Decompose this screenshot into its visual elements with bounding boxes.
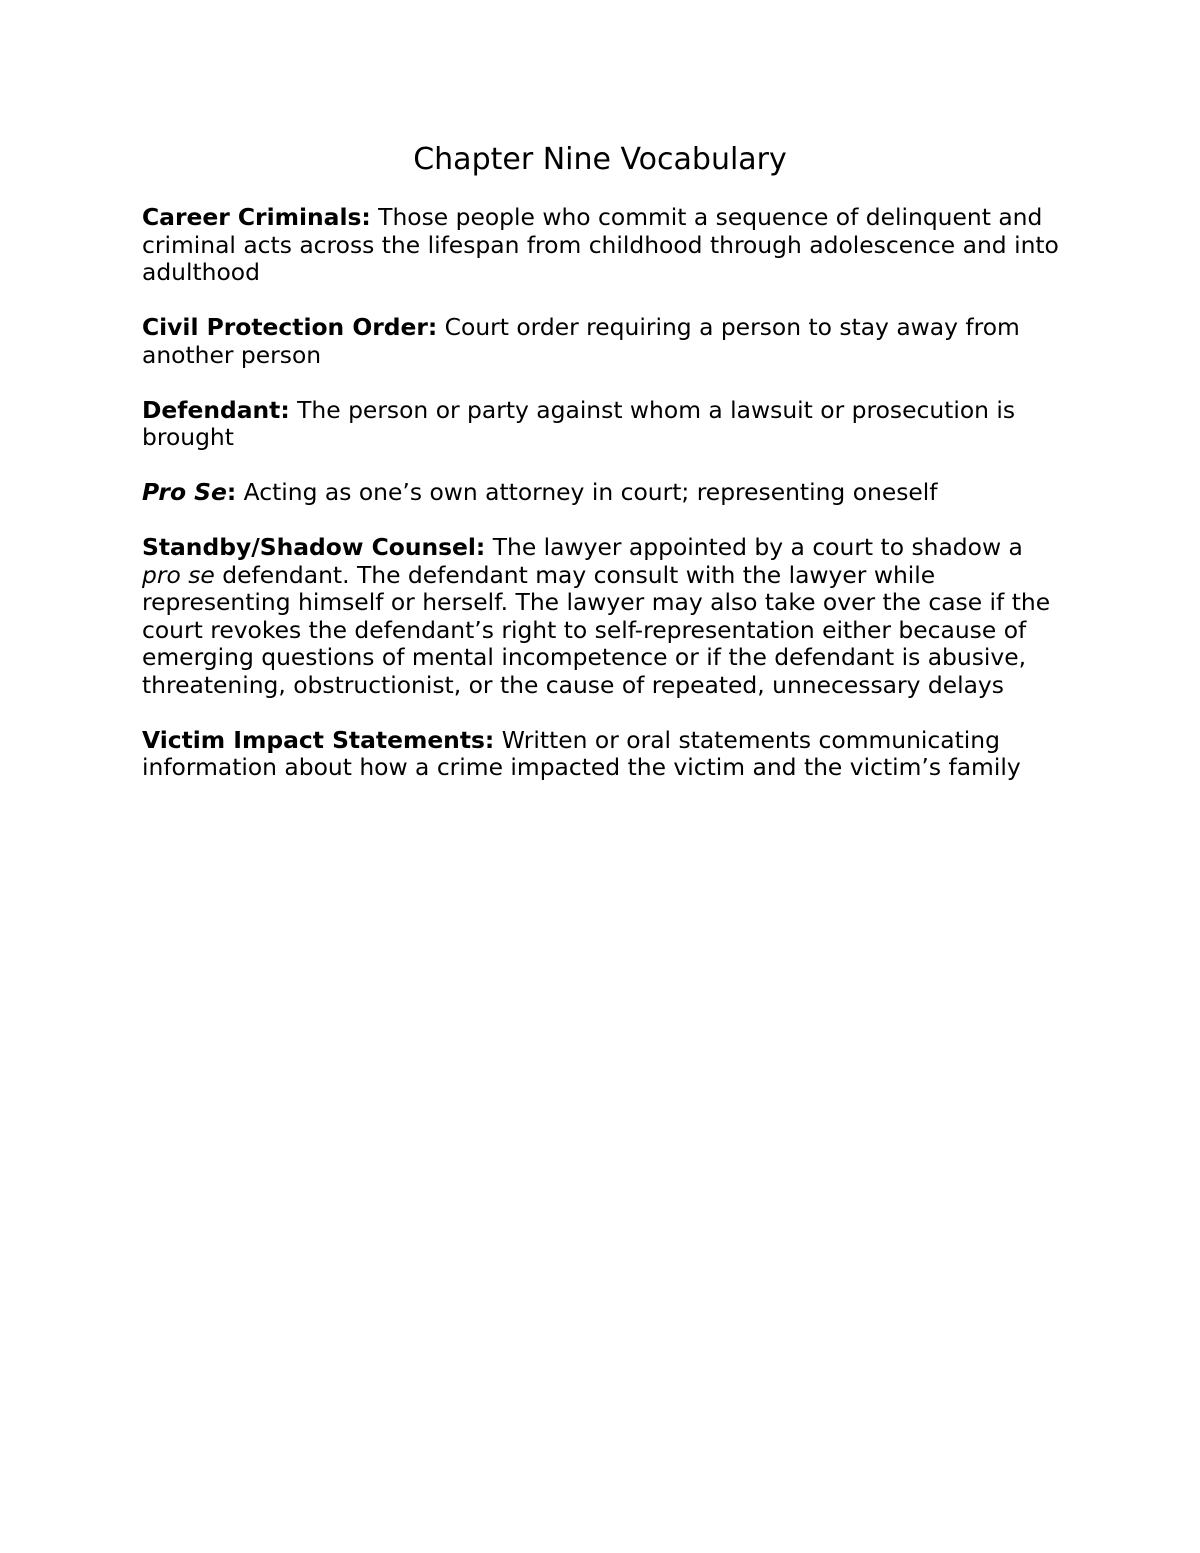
vocabulary-definition-part: The lawyer appointed by a court to shadow a	[485, 533, 1023, 561]
vocabulary-entry-civil-protection-order	[142, 314, 1062, 369]
vocabulary-term: Defendant:	[142, 395, 290, 424]
vocabulary-entry-victim-impact-statements	[142, 727, 1062, 782]
vocabulary-entry-defendant	[142, 397, 1062, 452]
page-title: Chapter Nine Vocabulary	[413, 142, 787, 177]
vocabulary-definition-part: defendant. The defendant may consult with the lawyer while representing himself or herself. The lawyer may also take over the case if the court revokes the defendant’s right to self-representation either because of emerging questions of mental incompetence or if the defendant is abusive, threatening, obstructionist, or the cause of repeated, unnecessary delays	[142, 560, 1051, 699]
vocabulary-term: Civil Protection Order:	[142, 313, 438, 341]
vocabulary-term: Career Criminals:	[142, 203, 371, 231]
vocabulary-entry-career-criminals	[142, 204, 1062, 287]
vocabulary-definition: Acting as one’s own attorney in court; representing oneself	[236, 478, 938, 506]
vocabulary-list	[142, 204, 1062, 809]
vocabulary-term: Victim Impact Statements:	[142, 725, 495, 754]
vocabulary-entry-pro-se	[142, 479, 1062, 507]
vocabulary-entry-standby-shadow-counsel	[142, 534, 1062, 699]
vocabulary-definition: The person or party against whom a lawsuit or prosecution is brought	[142, 395, 1016, 451]
vocabulary-definition-italic: pro se	[142, 560, 215, 589]
vocabulary-definition: Court order requiring a person to stay away from another person	[142, 313, 1020, 369]
vocabulary-term: Standby/Shadow Counsel:	[142, 533, 486, 561]
vocabulary-definition: Those people who commit a sequence of delinquent and criminal acts across the lifespan from childhood through adolescence and into adulthood	[142, 203, 1059, 286]
vocabulary-definition: Written or oral statements communicating information about how a crime impacted the victim and the victim’s family	[142, 725, 1021, 781]
vocabulary-term: Pro Se	[142, 478, 227, 506]
vocabulary-term-colon: :	[226, 478, 237, 506]
